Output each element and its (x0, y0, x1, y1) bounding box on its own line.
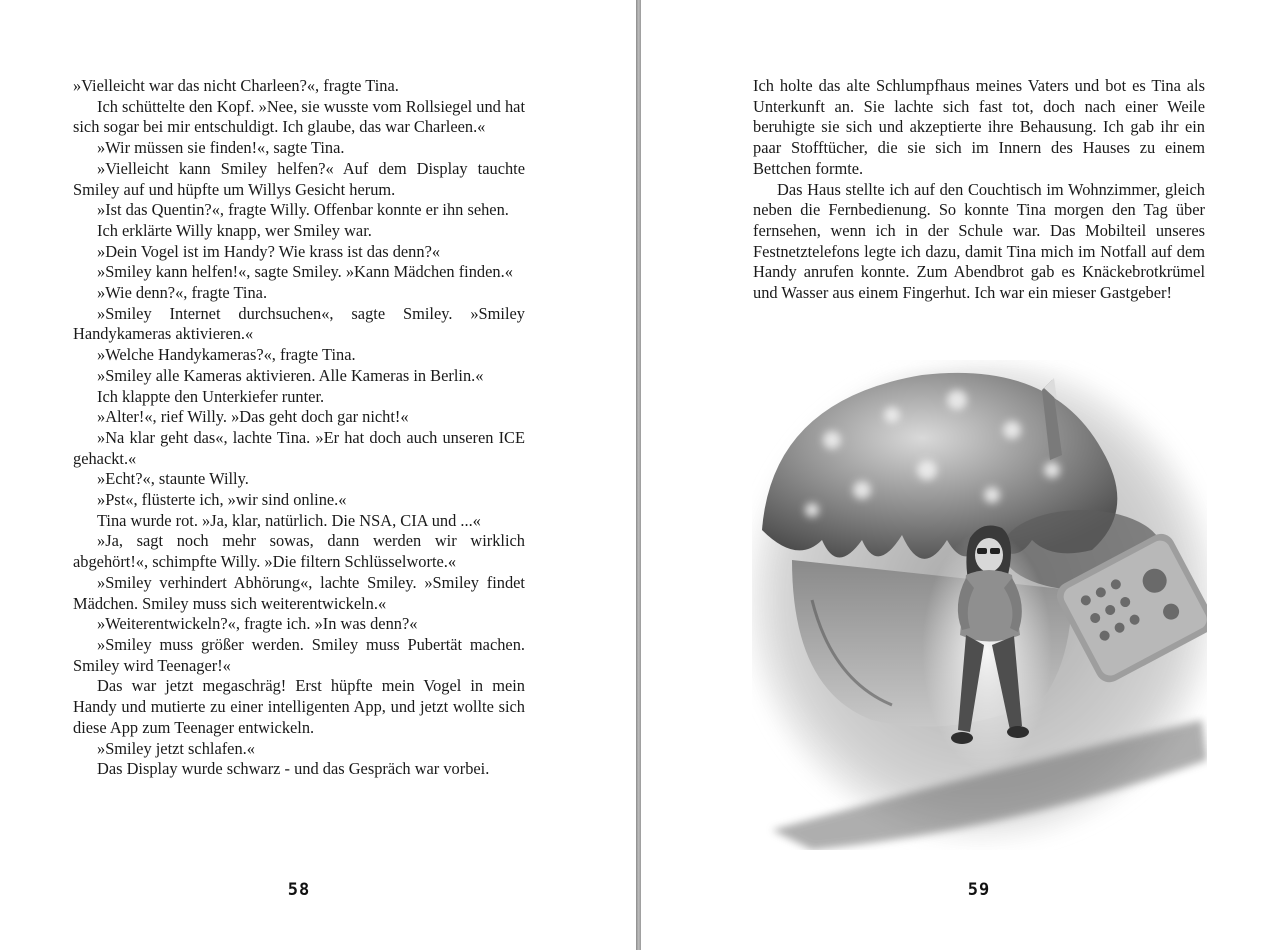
paragraph: »Welche Handykameras?«, fragte Tina. (97, 345, 356, 365)
illustration-mushroom-house-girl (752, 360, 1207, 850)
book-spine (636, 0, 641, 950)
paragraph: »Smiley verhindert Abhörung«, lachte Smiley. »Smiley findet Mädchen. Smiley muss sich weiterentwickeln.« (73, 572, 525, 613)
paragraph: »Smiley Internet durchsuchen«, sagte Smiley. »Smiley Handykameras aktivieren.« (73, 303, 525, 344)
paragraph: »Smiley alle Kameras aktivieren. Alle Kameras in Berlin.« (97, 365, 484, 385)
paragraph: Ich schüttelte den Kopf. »Nee, sie wusste vom Rollsiegel und hat sich sogar bei mir entschuldigt. Ich glaube, das war Charleen.« (73, 96, 525, 137)
paragraph: Das war jetzt megaschräg! Erst hüpfte mein Vogel in mein Handy und mutierte zu einer intelligenten App, und jetzt wollte sich diese App zum Teenager entwickeln. (73, 676, 525, 737)
paragraph: »Vielleicht kann Smiley helfen?« Auf dem Display tauchte Smiley auf und hüpfte um Willys Gesicht herum. (73, 158, 525, 199)
left-page-text (73, 76, 525, 780)
paragraph: »Wir müssen sie finden!«, sagte Tina. (97, 138, 345, 158)
paragraph: »Vielleicht war das nicht Charleen?«, fragte Tina. (73, 76, 399, 95)
paragraph: »Pst«, flüsterte ich, »wir sind online.« (97, 490, 347, 510)
paragraph: »Smiley jetzt schlafen.« (97, 738, 255, 758)
paragraph: »Wie denn?«, fragte Tina. (97, 283, 268, 303)
paragraph: »Smiley muss größer werden. Smiley muss Pubertät machen. Smiley wird Teenager!« (73, 634, 525, 675)
right-page (642, 0, 1270, 950)
paragraph: Ich erklärte Willy knapp, wer Smiley war. (97, 220, 372, 240)
paragraph: Das Display wurde schwarz - und das Gespräch war vorbei. (97, 759, 490, 779)
paragraph: »Alter!«, rief Willy. »Das geht doch gar nicht!« (97, 407, 409, 427)
paragraph: »Dein Vogel ist im Handy? Wie krass ist das denn?« (97, 241, 441, 261)
page-number: 58 (287, 880, 311, 900)
paragraph: »Weiterentwickeln?«, fragte ich. »In was denn?« (97, 614, 418, 634)
paragraph: »Echt?«, staunte Willy. (97, 469, 249, 489)
paragraph: Das Haus stellte ich auf den Couchtisch im Wohnzimmer, gleich neben die Fernbedienung. So konnte Tina morgen den Tag über fernsehen, wenn ich in der Schule war. Das Mobilteil unseres Festnetztelefons legte ich dazu, damit Tina mich im Notfall auf dem Handy anrufen konnte. Zum Abendbrot gab es Knäckebrotkrümel und Wasser aus einem Fingerhut. Ich war ein mieser Gastgeber! (753, 179, 1205, 303)
illustration-drawing (752, 360, 1207, 850)
paragraph: »Smiley kann helfen!«, sagte Smiley. »Kann Mädchen finden.« (97, 262, 513, 282)
paragraph: Ich klappte den Unterkiefer runter. (97, 386, 325, 406)
paragraph: »Na klar geht das«, lachte Tina. »Er hat doch auch unseren ICE gehackt.« (73, 427, 525, 468)
paragraph: Ich holte das alte Schlumpfhaus meines Vaters und bot es Tina als Unterkunft an. Sie lachte sich fast tot, doch nach einer Weile beruhigte sie sich und akzeptierte ihre Behausung. Ich gab ihr ein paar Stofftücher, die sie sich im Innern des Hauses zu einem Bettchen formte. (753, 76, 1205, 178)
paragraph: Tina wurde rot. »Ja, klar, natürlich. Die NSA, CIA und ...« (97, 510, 481, 530)
paragraph: »Ist das Quentin?«, fragte Willy. Offenbar konnte er ihn sehen. (97, 200, 509, 220)
paragraph: »Ja, sagt noch mehr sowas, dann werden wir wirklich abgehört!«, schimpfte Willy. »Die filtern Schlüsselworte.« (73, 531, 525, 572)
page-number: 59 (967, 880, 991, 900)
right-page-text (753, 76, 1205, 304)
